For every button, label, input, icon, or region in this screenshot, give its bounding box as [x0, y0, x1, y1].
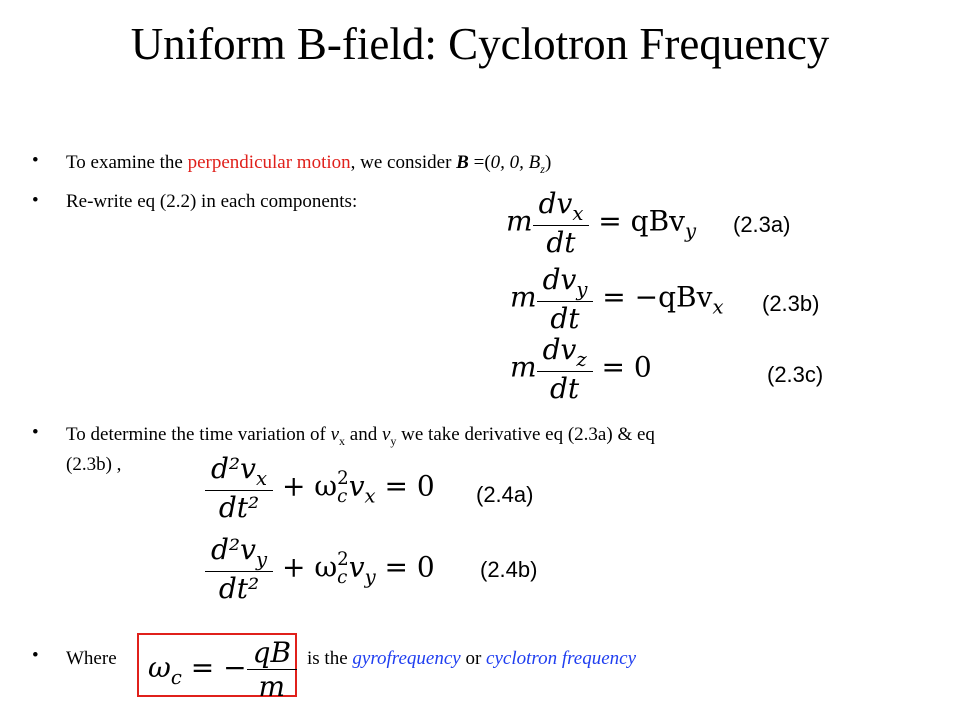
bullet-where-rest — [307, 647, 636, 671]
denominator: dt — [537, 301, 594, 335]
bullet-dot: • — [32, 150, 39, 171]
label-2-3b: (2.3b) — [762, 291, 820, 316]
subscript-x: x — [339, 433, 346, 448]
fraction — [205, 452, 273, 524]
fraction — [533, 187, 590, 259]
term-gyrofrequency: gyrofrequency — [352, 648, 461, 669]
var-v: v — [381, 424, 391, 445]
superscript: 2 — [337, 467, 349, 489]
subscript: x — [572, 201, 584, 225]
bullet-text: To examine the — [66, 152, 188, 173]
fraction — [537, 263, 594, 335]
var-b: B — [456, 152, 469, 173]
bullet-dot: • — [32, 190, 39, 211]
bullet-rewrite: Re-write eq (2.2) in each components: — [66, 191, 358, 212]
numerator: dv — [538, 187, 573, 220]
highlight-perpendicular-motion: perpendicular motion — [187, 152, 351, 173]
equation-omega-c — [148, 636, 297, 703]
subscript: y — [684, 219, 697, 243]
superscript: 2 — [337, 548, 349, 570]
label-2-4a: (2.4a) — [476, 482, 534, 507]
subscript: c — [337, 566, 348, 588]
rhs: = 0 — [384, 469, 435, 503]
fraction — [205, 533, 273, 605]
subscript: x — [255, 466, 268, 490]
bullet-text: is the — [307, 648, 353, 669]
bullet-time-variation — [66, 423, 896, 477]
denominator: dt² — [205, 490, 273, 524]
subscript: x — [712, 295, 724, 319]
bullet-text: To determine the time variation of — [66, 424, 331, 445]
denominator: dt² — [205, 571, 273, 605]
math-m: m — [510, 350, 537, 384]
label-2-3a: (2.3a) — [733, 212, 791, 237]
equals-minus: = − — [190, 651, 247, 684]
denominator: dt — [537, 371, 593, 405]
subscript: y — [255, 547, 268, 571]
equation-2-4b — [205, 533, 435, 605]
bullet-dot: • — [32, 645, 39, 666]
equation-2-3b — [510, 263, 724, 335]
omega-supsub — [337, 467, 349, 507]
var-v: v — [330, 424, 340, 445]
numerator: qB — [252, 636, 292, 669]
bullet-text: , we consider — [350, 152, 457, 173]
math-omega: ω — [148, 651, 171, 684]
subscript: c — [337, 485, 348, 507]
subscript: x — [364, 484, 376, 508]
numerator: dv — [542, 263, 577, 296]
bullet-text: ) — [544, 152, 552, 173]
subscript: y — [364, 565, 376, 589]
omega-term: + ω — [281, 550, 338, 584]
bullet-perpendicular — [66, 151, 551, 181]
term-cyclotron-frequency: cyclotron frequency — [486, 648, 637, 669]
label-2-3c: (2.3c) — [767, 362, 824, 387]
fraction — [537, 333, 593, 405]
fraction — [247, 636, 298, 703]
rhs: = −qBv — [602, 280, 713, 314]
equation-2-4a — [205, 452, 435, 524]
denominator: dt — [533, 225, 590, 259]
rhs: = qBv — [598, 204, 685, 238]
math-v: v — [348, 469, 365, 503]
bullet-where: Where — [66, 648, 117, 669]
math-m: m — [506, 204, 533, 238]
page-title: Uniform B-field: Cyclotron Frequency — [130, 19, 830, 69]
numerator: dv — [542, 333, 577, 366]
subscript: z — [576, 347, 587, 371]
math-m: m — [510, 280, 537, 314]
subscript-y: y — [390, 433, 397, 448]
numerator: d²v — [211, 533, 256, 566]
omega-term: + ω — [281, 469, 338, 503]
equation-2-3c — [510, 333, 652, 405]
subscript-z: z — [540, 161, 545, 176]
bullet-text: or — [460, 648, 487, 669]
bullet-dot: • — [32, 422, 39, 443]
bullet-text-line2: (2.3b) , — [66, 453, 122, 475]
rhs: = 0 — [384, 550, 435, 584]
equation-2-3a — [506, 187, 696, 259]
vector-components: 0, 0, B — [490, 152, 541, 173]
bullet-text: and — [345, 424, 382, 445]
denominator: m — [247, 669, 298, 703]
omega-supsub — [337, 548, 349, 588]
numerator: d²v — [211, 452, 256, 485]
rhs: = 0 — [601, 350, 652, 384]
math-v: v — [348, 550, 365, 584]
label-2-4b: (2.4b) — [480, 557, 538, 582]
bullet-text: =( — [468, 152, 491, 173]
bullet-text: we take derivative eq (2.3a) & eq — [396, 424, 655, 445]
subscript: c — [170, 665, 182, 689]
subscript: y — [576, 277, 588, 301]
